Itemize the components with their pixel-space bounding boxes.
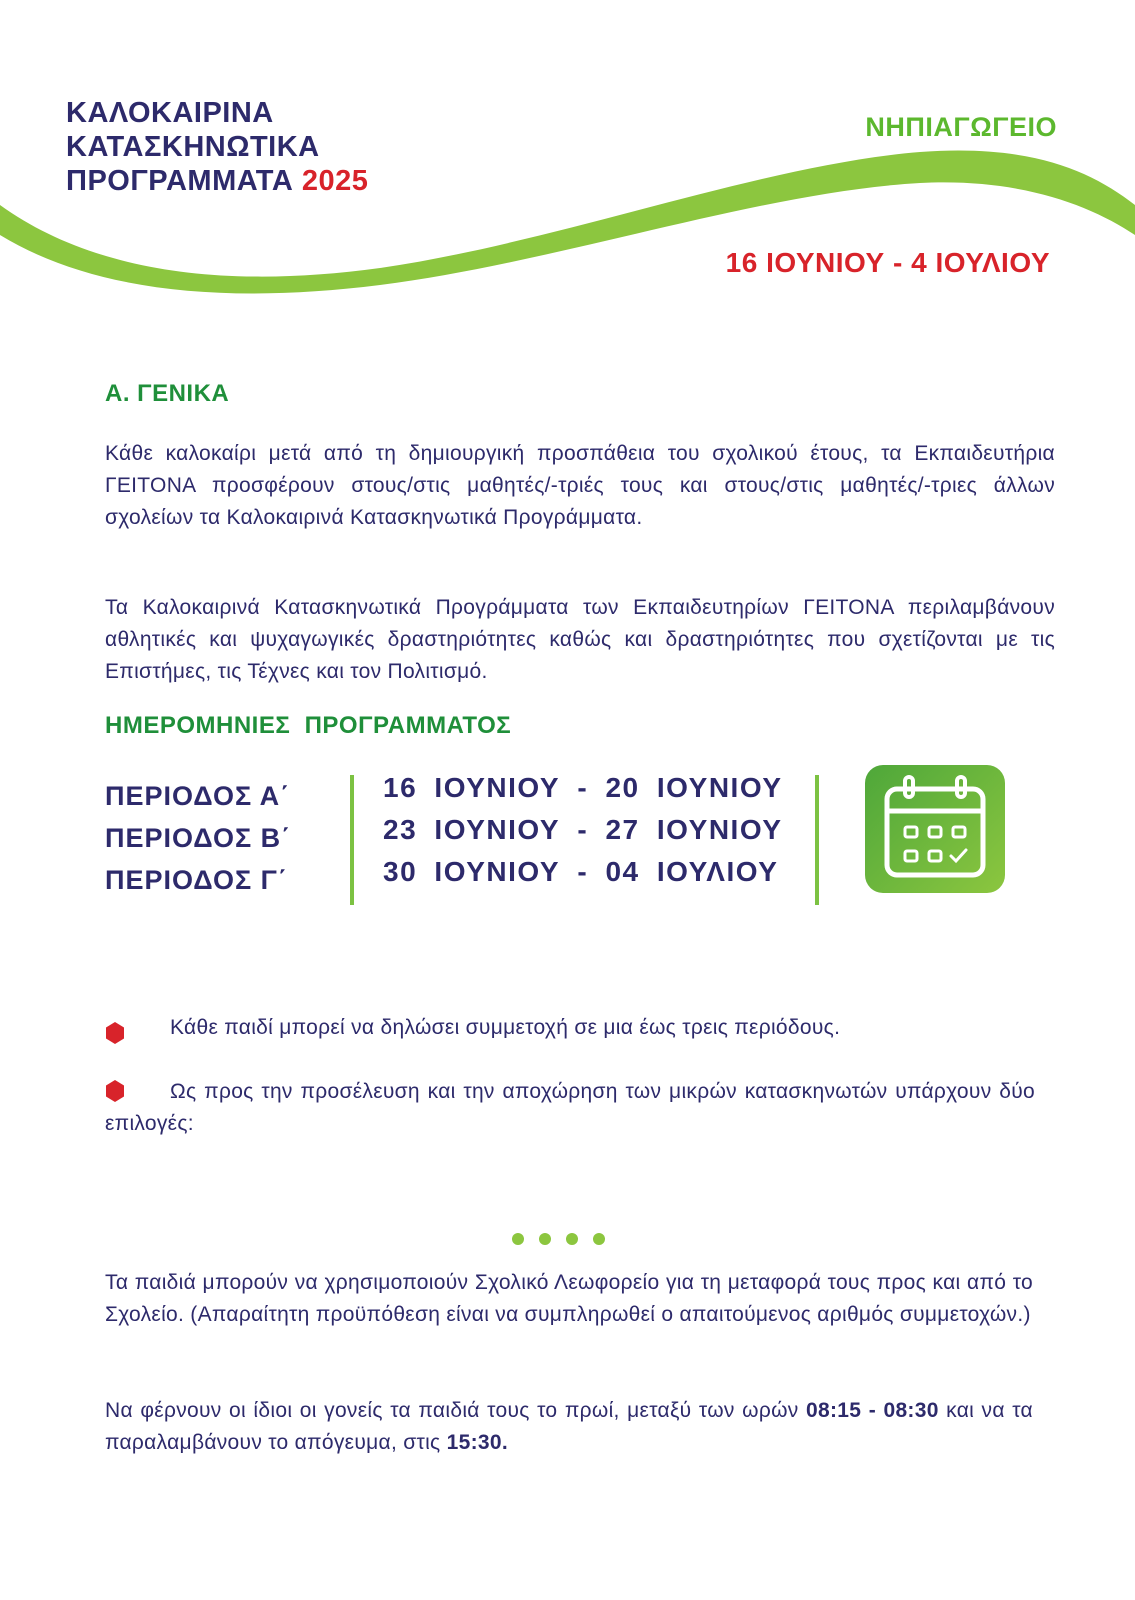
period-dates bbox=[383, 767, 783, 893]
schedule-heading: ΗΜΕΡΟΜΗΝΙΕΣ ΠΡΟΓΡΑΜΜΑΤΟΣ bbox=[105, 712, 512, 739]
pickup-time: 15:30. bbox=[446, 1431, 508, 1454]
separator-dots bbox=[512, 1232, 620, 1250]
divider-line bbox=[815, 775, 819, 905]
bus-option-text: Τα παιδιά μπορούν να χρησιμοποιούν Σχολικό Λεωφορείο για τη μεταφορά τους προς και από το Σχολείο. (Απαραίτητη προϋπόθεση είναι να συμπληρωθεί ο απαιτούμενος αριθμός συμμετοχών.) bbox=[105, 1271, 1033, 1326]
bullet-text: Κάθε παιδί μπορεί να δηλώσει συμμετοχή σε μια έως τρεις περιόδους. bbox=[170, 1016, 841, 1039]
calendar-icon bbox=[865, 765, 1005, 893]
general-paragraph-2: Τα Καλοκαιρινά Κατασκηνωτικά Προγράμματα των Εκπαιδευτηρίων ΓΕΙΤΟΝΑ περιλαμβάνουν αθλητικές και ψυχαγωγικές δραστηριότητες καθώς και δραστηριότητες που σχετίζονται με τις Επιστήμες, τις Τέχνες και τον Πολιτισμό. bbox=[105, 596, 1055, 683]
divider-line bbox=[350, 775, 354, 905]
period-dates-row: 30 ΙΟΥΝΙΟΥ - 04 ΙΟΥΛΙΟΥ bbox=[383, 856, 779, 887]
title-line-3: ΠΡΟΓΡΑΜΜΑΤΑ 2025 bbox=[66, 165, 369, 197]
periods-table bbox=[105, 772, 1025, 905]
general-paragraph-1: Κάθε καλοκαίρι μετά από τη δημιουργική προσπάθεια του σχολικού έτους, τα Εκπαιδευτήρια ΓΕΙΤΟΝΑ προσφέρουν στους/στις μαθητές/-τριές τους και στους/στις μαθητές/-τριες άλλων σχολείων τα Καλοκαιρινά Κατασκηνωτικά Προγράμματα. bbox=[105, 442, 1055, 529]
program-title bbox=[66, 96, 368, 198]
title-line-2: ΚΑΤΑΣΚΗΝΩΤΙΚΑ bbox=[66, 131, 320, 163]
period-dates-row: 23 ΙΟΥΝΙΟΥ - 27 ΙΟΥΝΙΟΥ bbox=[383, 814, 783, 845]
hexagon-bullet-icon bbox=[105, 1080, 125, 1102]
school-level-label: ΝΗΠΙΑΓΩΓΕΙΟ bbox=[865, 112, 1057, 142]
bullet-text: Ως προς την προσέλευση και την αποχώρηση των μικρών κατασκηνωτών υπάρχουν δύο επιλογές: bbox=[105, 1080, 1035, 1135]
period-names bbox=[105, 775, 291, 901]
parents-option-text: Να φέρνουν οι ίδιοι οι γονείς τα παιδιά τους το πρωί, μεταξύ των ωρών 08:15 - 08:30 και να τα παραλαμβάνουν το απόγευμα, στις 15:30. bbox=[105, 1399, 1033, 1454]
period-dates-row: 16 ΙΟΥΝΙΟΥ - 20 ΙΟΥΝΙΟΥ bbox=[383, 772, 783, 803]
hexagon-bullet-icon bbox=[105, 1022, 125, 1044]
bullet-item bbox=[105, 1076, 1035, 1140]
period-name: ΠΕΡΙΟΔΟΣ Γ΄ bbox=[105, 865, 288, 895]
period-name: ΠΕΡΙΟΔΟΣ Α΄ bbox=[105, 781, 291, 811]
general-heading: Α. ΓΕΝΙΚΑ bbox=[105, 380, 230, 407]
program-date-range: 16 ΙΟΥΝΙΟΥ - 4 ΙΟΥΛΙΟΥ bbox=[725, 247, 1050, 278]
bullet-item bbox=[105, 1012, 1035, 1044]
period-name: ΠΕΡΙΟΔΟΣ Β΄ bbox=[105, 823, 292, 853]
program-year: 2025 bbox=[301, 165, 369, 197]
title-line-1: ΚΑΛΟΚΑΙΡΙΝΑ bbox=[66, 97, 274, 129]
dropoff-time: 08:15 - 08:30 bbox=[806, 1399, 939, 1422]
